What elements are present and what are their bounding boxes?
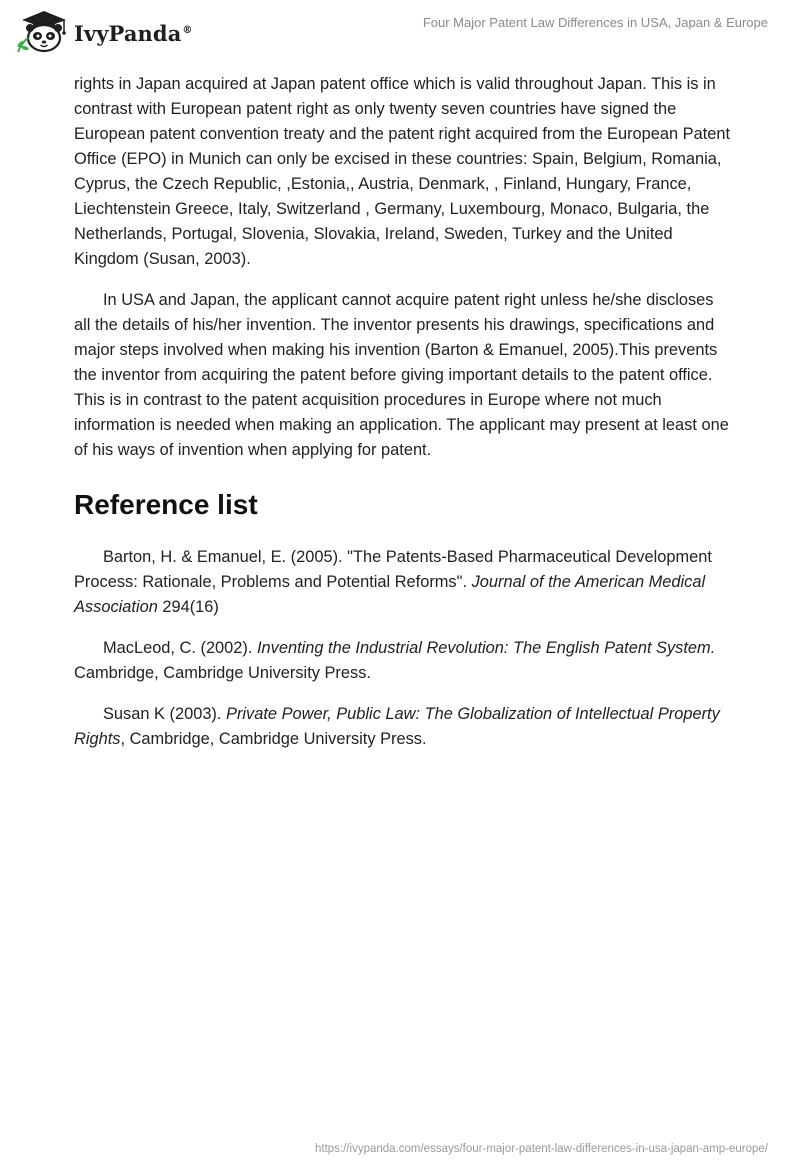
document-title: Four Major Patent Law Differences in USA, Japan & Europe [422,15,768,30]
reference-item: MacLeod, C. (2002). Inventing the Industrial Revolution: The English Patent System. Cambridge, Cambridge University Press. [74,639,716,682]
body-paragraph: rights in Japan acquired at Japan patent office which is valid throughout Japan. This is in contrast with European patent right as only twenty seven countries have signed the European patent convention treaty and the patent right acquired from the European Patent Office (EPO) in Munich can only be excised in these countries: Spain, Belgium, Romania, Cyprus, the Czech Republic, ,Estonia,, Austria, Denmark, , Finland, Hungary, France, Liechtenstein Greece, Italy, Switzerland , Germany, Luxembourg, Monaco, Bulgaria, the Netherlands, Portugal, Slovenia, Slovakia, Ireland, Sweden, Turkey and the United Kingdom (Susan, 2003). [74,75,731,268]
page-header [0,0,800,60]
ivypanda-logo[interactable] [14,8,193,54]
body-paragraph: In USA and Japan, the applicant cannot acquire patent right unless he/she discloses all the details of his/her invention. The inventor presents his drawings, specifications and major steps involved when making his invention (Barton & Emanuel, 2005).This prevents the inventor from acquiring the patent before giving important details to the patent office. This is in contrast to the patent acquisition procedures in Europe where not much information is needed when making an application. The applicant may present at least one of his ways of invention when applying for patent. [74,291,729,459]
source-url-link[interactable]: https://ivypanda.com/essays/four-major-patent-law-differences-in-usa-japan-amp-europe/ [315,1143,768,1155]
logo-wordmark: IvyPanda® [74,20,193,46]
panda-graduate-icon [14,8,70,54]
reference-list-heading: Reference list [74,489,258,520]
essay-content [74,72,734,768]
reference-item: Barton, H. & Emanuel, E. (2005). "The Patents-Based Pharmaceutical Development Process: Rationale, Problems and Potential Reforms". Journal of the American Medical Association 294(16) [74,548,712,616]
reference-item: Susan K (2003). Private Power, Public Law: The Globalization of Intellectual Property Rights, Cambridge, Cambridge University Press. [74,705,720,748]
